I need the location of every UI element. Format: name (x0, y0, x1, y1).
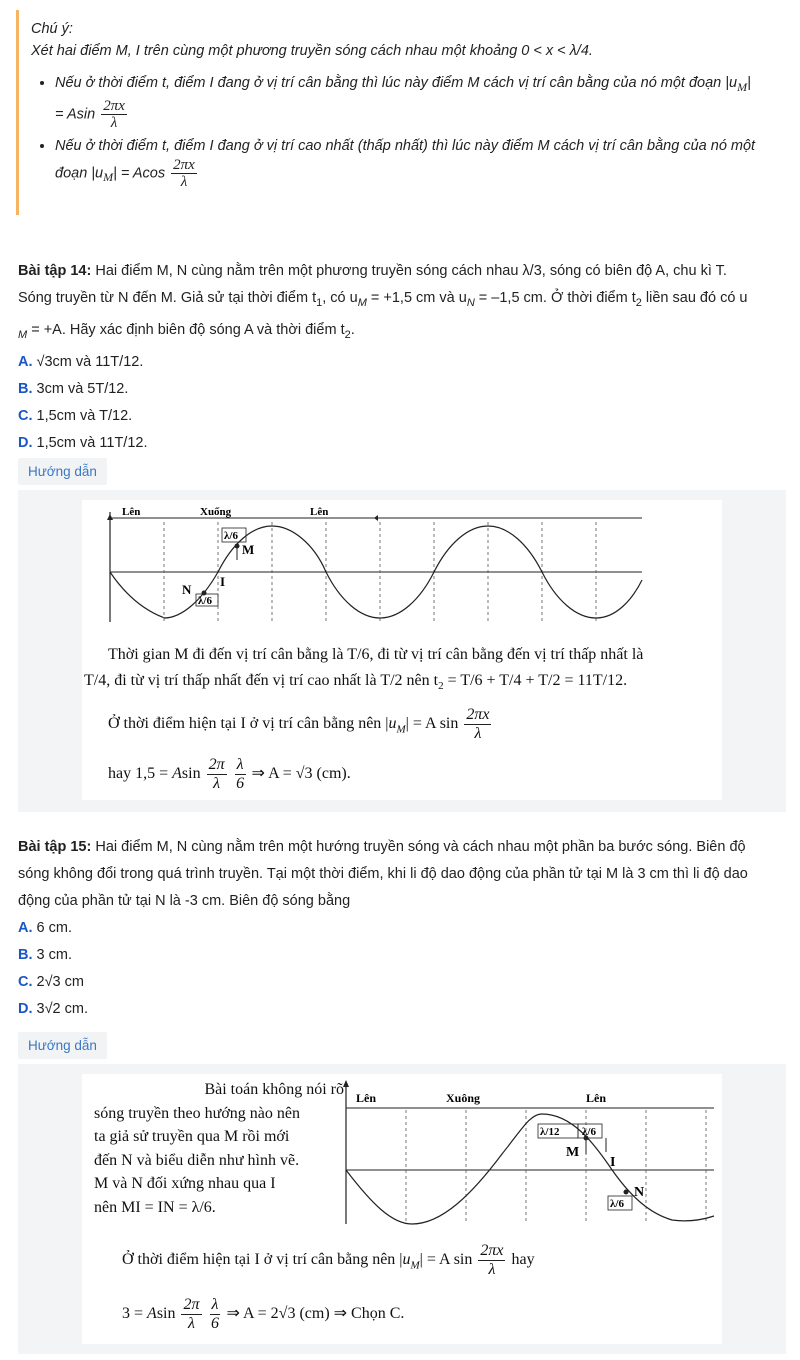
solution-formula-14b: hay 1,5 = Asin $\frac{2\pi}{\lambda}$ $\frac{\lambda}{6}$ ⇒ A = √3 (cm). (108, 756, 351, 792)
option-a[interactable]: A. √3cm và 11T/12. (18, 353, 144, 370)
fraction: $\frac{2\pi x}{\lambda}$ (103, 97, 125, 131)
option-b[interactable]: B. 3cm và 5T/12. (18, 380, 129, 397)
fig-label-down: Xuống (200, 506, 232, 518)
option-a[interactable]: A. 6 cm. (18, 920, 72, 936)
fig-label-m: M (242, 542, 255, 557)
option-c[interactable]: C. 2√3 cm (18, 974, 84, 990)
option-d[interactable]: D. 3√2 cm. (18, 1001, 89, 1017)
note-bullet-2: • Nếu ở thời điểm t, điểm I đang ở vị trí cao nhất (thấp nhất) thì lúc này điểm M cách vị trí cân bằng của nó một đoạn $|u_M| = Acos$ $\frac{2\pi x}{\lambda}$ (55, 135, 786, 190)
note-bullet-1: • Nếu ở thời điểm t, điểm I đang ở vị trí cân bằng thì lúc này điểm M cách vị trí cân bằng của nó một đoạn $|u_M|$ = Asin $\frac{2\pi x}{\lambda}$ (55, 72, 786, 131)
wave-figure-14 (82, 500, 722, 630)
fig-label-lambda6: λ/6 (224, 530, 238, 542)
solution-card-14 (82, 500, 722, 800)
fig-label-i: I (220, 574, 226, 589)
fig-label-up: Lên (122, 506, 141, 518)
option-d[interactable]: D. 1,5cm và 11T/12. (18, 434, 148, 451)
solution-text-15: Bài toán không nói rõ sóng truyền theo hướng nào nên ta giả sử truyền qua M rồi mới đến N và biểu diễn như hình vẽ. M và N đối xứng nhau qua I nên MI = IN = λ/6. (94, 1081, 344, 1216)
fig-label-i: I (610, 1155, 616, 1170)
guide-button-15[interactable]: Hướng dẫn (18, 1032, 107, 1059)
solution-text-14: Thời gian M đi đến vị trí cân bằng là T/6, đi từ vị trí cân bằng đến vị trí thấp nhất là T/4, đi từ vị trí thấp nhất đến vị trí cao nhất là T/2 nên $t_2 = T/6 + T/4 + T/2 = 11T/12$. (84, 646, 644, 693)
fig-label-down: Xuông (446, 1091, 481, 1105)
solution-card-15 (82, 1074, 722, 1344)
fig-label-lambda12: λ/12 (540, 1126, 560, 1138)
fig-label-n: N (182, 582, 192, 597)
question-14: Bài tập 14: Hai điểm M, N cùng nằm trên một phương truyền sóng cách nhau λ/3, sóng có biên độ A, chu kì T. Sóng truyền từ N đến M. Giả sử tại thời điểm $t_1$, có $u_M = +1,5$ cm và $u_N = -1,5$ cm. Ở thời điểm $t_2$ liền sau đó có u $_M$ = +A. Hãy xác định biên độ sóng A và thời điểm $t_2$. A. √3cm và 11T/12. B. 3cm và 5T/12. C. 1,5cm và T/12. D. 1,5cm và 11T/12. (18, 258, 786, 457)
solution-formula-15a: Ở thời điểm hiện tại I ở vị trí cân bằng nên $|u_M| = A$ sin $\frac{2\pi x}{\lambda}$ hay (122, 1242, 535, 1278)
solution-formula-15b: 3 = Asin $\frac{2\pi}{\lambda}$ $\frac{\lambda}{6}$ ⇒ A = 2√3 (cm) ⇒ Chọn C. (122, 1296, 405, 1332)
note-list (31, 72, 786, 190)
fig-label-up-2: Lên (310, 506, 329, 518)
solution-formula-14a: Ở thời điểm hiện tại I ở vị trí cân bằng nên $|u_M| = A$ sin $\frac{2\pi x}{\lambda}$ (108, 706, 490, 742)
fig-label-m: M (566, 1145, 580, 1160)
note-heading: Chú ý: (31, 21, 73, 37)
fig-label-up: Lên (356, 1091, 377, 1105)
wave-figure-15 (332, 1074, 732, 1226)
option-b[interactable]: B. 3 cm. (18, 947, 72, 963)
fig-label-lambda6-b: λ/6 (610, 1198, 624, 1210)
fig-label-up-2: Lên (586, 1091, 607, 1105)
fig-label-lambda6-b: λ/6 (198, 595, 212, 607)
question-15: Bài tập 15: Hai điểm M, N cùng nằm trên một hướng truyền sóng và cách nhau một phần ba bước sóng. Biên độ sóng không đổi trong quá trình truyền. Tại một thời điểm, khi li độ dao động của phần tử tại M là 3 cm thì li độ dao động của phần tử tại N là -3 cm. Biên độ sóng bằng A. 6 cm. B. 3 cm. C. 2√3 cm D. 3√2 cm. (18, 834, 786, 1023)
question-label: Bài tập 14: (18, 263, 92, 279)
fig-label-lambda6: λ/6 (582, 1126, 596, 1138)
note-intro: Xét hai điểm M, I trên cùng một phương truyền sóng cách nhau một khoảng 0 < x < λ/4. (31, 43, 593, 59)
fig-label-n: N (634, 1185, 645, 1200)
note-block (16, 10, 786, 215)
question-label: Bài tập 15: (18, 839, 92, 855)
fraction: $\frac{2\pi x}{\lambda}$ (173, 156, 195, 190)
guide-button-14[interactable]: Hướng dẫn (18, 458, 107, 485)
option-c[interactable]: C. 1,5cm và T/12. (18, 407, 133, 424)
